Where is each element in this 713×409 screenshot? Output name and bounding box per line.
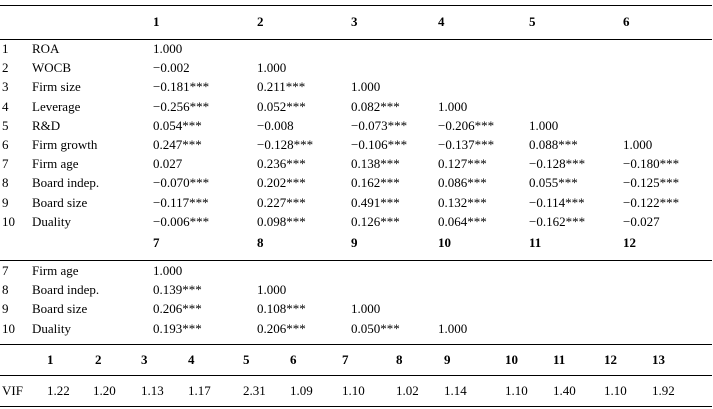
vif-col-header: 10 <box>505 352 518 367</box>
rule-top <box>0 5 712 6</box>
col-header: 8 <box>257 235 264 250</box>
correlation-value: −0.006*** <box>153 213 210 229</box>
vif-col-header: 6 <box>290 352 297 367</box>
correlation-value: 1.000 <box>529 117 559 133</box>
variable-name: Duality <box>32 213 71 229</box>
correlation-value: 0.082*** <box>351 98 400 114</box>
correlation-value: −0.002 <box>153 60 190 76</box>
col-header: 11 <box>529 235 542 250</box>
correlation-value: 0.247*** <box>153 137 202 152</box>
table-row <box>0 301 713 321</box>
col-header: 10 <box>438 235 451 250</box>
table-row <box>0 99 713 119</box>
rule-under-header <box>0 39 712 40</box>
correlation-value: 0.236*** <box>257 156 306 172</box>
rule-above-vif-header <box>0 344 712 345</box>
correlation-value: −0.206*** <box>438 117 495 133</box>
correlation-value: −0.162*** <box>529 213 586 229</box>
correlation-value: 0.055*** <box>529 175 578 191</box>
correlation-value: −0.027 <box>623 213 660 229</box>
correlation-value: 0.491*** <box>351 194 400 210</box>
vif-label: VIF <box>2 383 23 398</box>
correlation-value: −0.106*** <box>351 137 408 152</box>
vif-value: 1.92 <box>652 383 675 398</box>
top-header-row <box>0 14 713 34</box>
vif-value: 2.31 <box>243 383 266 398</box>
variable-name: Board indep. <box>32 282 100 298</box>
row-number: 7 <box>2 156 9 172</box>
correlation-value: 1.000 <box>623 137 653 152</box>
correlation-value: −0.181*** <box>153 79 210 95</box>
vif-value: 1.14 <box>444 383 467 398</box>
variable-name: Firm growth <box>32 137 98 152</box>
vif-col-header: 9 <box>444 352 451 367</box>
col-header: 3 <box>351 14 358 29</box>
correlation-value: 1.000 <box>351 301 381 317</box>
table-row <box>0 214 713 234</box>
col-header: 1 <box>153 14 160 29</box>
row-number: 8 <box>2 175 9 191</box>
vif-value: 1.10 <box>505 383 528 398</box>
vif-value: 1.10 <box>604 383 627 398</box>
mid-header-row <box>0 235 713 255</box>
vif-col-header: 1 <box>47 352 54 367</box>
rule-bottom <box>0 406 712 407</box>
vif-col-header: 7 <box>342 352 349 367</box>
correlation-value: 0.052*** <box>257 98 306 114</box>
row-number: 8 <box>2 282 9 298</box>
rule-under-vif-header <box>0 375 712 376</box>
table-row <box>0 60 713 80</box>
correlation-value: −0.114*** <box>529 194 585 210</box>
variable-name: Board size <box>32 194 88 210</box>
vif-value: 1.10 <box>342 383 365 398</box>
correlation-value: 0.054*** <box>153 117 202 133</box>
correlation-value: 0.227*** <box>257 194 306 210</box>
correlation-value: 0.098*** <box>257 213 306 229</box>
variable-name: ROA <box>32 41 60 56</box>
correlation-value: 0.064*** <box>438 213 487 229</box>
variable-name: Firm age <box>32 156 79 172</box>
correlation-value: 1.000 <box>257 60 287 76</box>
vif-col-header: 8 <box>396 352 403 367</box>
vif-value: 1.09 <box>290 383 313 398</box>
row-number: 10 <box>2 213 15 229</box>
table-row <box>0 118 713 138</box>
correlation-value: −0.256*** <box>153 98 210 114</box>
vif-col-header: 2 <box>95 352 102 367</box>
vif-values-row <box>0 383 713 403</box>
correlation-value: 0.202*** <box>257 175 306 191</box>
correlation-value: −0.125*** <box>623 175 680 191</box>
correlation-value: −0.180*** <box>623 156 680 172</box>
col-header: 6 <box>623 14 630 29</box>
correlation-value: 1.000 <box>257 282 287 298</box>
variable-name: WOCB <box>32 60 71 76</box>
vif-value: 1.02 <box>396 383 419 398</box>
correlation-value: 0.211*** <box>257 79 306 95</box>
vif-value: 1.17 <box>188 383 211 398</box>
row-number: 3 <box>2 79 9 95</box>
col-header: 9 <box>351 235 358 250</box>
table-row <box>0 282 713 302</box>
correlation-value: 1.000 <box>153 263 183 278</box>
variable-name: Leverage <box>32 98 81 114</box>
correlation-value: 0.108*** <box>257 301 306 317</box>
table-row <box>0 137 713 157</box>
correlation-value: 1.000 <box>438 320 468 336</box>
correlation-value: 0.206*** <box>257 320 306 336</box>
variable-name: R&D <box>32 117 61 133</box>
row-number: 2 <box>2 60 9 76</box>
table-row <box>0 79 713 99</box>
table-row <box>0 195 713 215</box>
vif-col-header: 13 <box>652 352 665 367</box>
correlation-value: 1.000 <box>438 98 468 114</box>
row-number: 1 <box>2 41 9 56</box>
vif-value: 1.13 <box>141 383 164 398</box>
correlation-value: 1.000 <box>153 41 183 56</box>
variable-name: Board size <box>32 301 88 317</box>
correlation-value: −0.122*** <box>623 194 680 210</box>
correlation-value: 1.000 <box>351 79 381 95</box>
row-number: 10 <box>2 320 15 336</box>
correlation-value: 0.126*** <box>351 213 400 229</box>
vif-value: 1.40 <box>553 383 576 398</box>
correlation-value: −0.070*** <box>153 175 210 191</box>
vif-col-header: 3 <box>141 352 148 367</box>
col-header: 7 <box>153 235 160 250</box>
row-number: 5 <box>2 117 9 133</box>
row-number: 6 <box>2 137 9 152</box>
correlation-value: 0.127*** <box>438 156 487 172</box>
table-row <box>0 263 713 283</box>
variable-name: Duality <box>32 320 71 336</box>
variable-name: Firm size <box>32 79 81 95</box>
col-header: 2 <box>257 14 264 29</box>
vif-col-header: 11 <box>553 352 566 367</box>
vif-header-row <box>0 352 713 372</box>
variable-name: Board indep. <box>32 175 100 191</box>
correlation-value: 0.027 <box>153 156 183 172</box>
correlation-value: −0.128*** <box>529 156 586 172</box>
vif-col-header: 12 <box>604 352 617 367</box>
vif-value: 1.20 <box>93 383 116 398</box>
correlation-value: 0.162*** <box>351 175 400 191</box>
correlation-value: 0.086*** <box>438 175 487 191</box>
correlation-value: 0.206*** <box>153 301 202 317</box>
correlation-value: −0.128*** <box>257 137 314 152</box>
table-row <box>0 175 713 195</box>
correlation-value: 0.138*** <box>351 156 400 172</box>
correlation-value: 0.088*** <box>529 137 578 152</box>
row-number: 9 <box>2 301 9 317</box>
correlation-value: −0.137*** <box>438 137 495 152</box>
row-number: 9 <box>2 194 9 210</box>
row-number: 7 <box>2 263 9 278</box>
correlation-value: −0.073*** <box>351 117 408 133</box>
correlation-value: 0.050*** <box>351 320 400 336</box>
vif-col-header: 5 <box>243 352 250 367</box>
vif-col-header: 4 <box>188 352 195 367</box>
table-row <box>0 321 713 341</box>
col-header: 5 <box>529 14 536 29</box>
correlation-value: 0.193*** <box>153 320 202 336</box>
rule-under-mid-header <box>0 260 712 261</box>
correlation-value: −0.117*** <box>153 194 209 210</box>
table-row <box>0 41 713 61</box>
col-header: 4 <box>438 14 445 29</box>
vif-value: 1.22 <box>47 383 70 398</box>
col-header: 12 <box>623 235 636 250</box>
table-row <box>0 156 713 176</box>
correlation-value: 0.139*** <box>153 282 202 298</box>
variable-name: Firm age <box>32 263 79 278</box>
row-number: 4 <box>2 98 9 114</box>
correlation-value: 0.132*** <box>438 194 487 210</box>
correlation-value: −0.008 <box>257 117 294 133</box>
